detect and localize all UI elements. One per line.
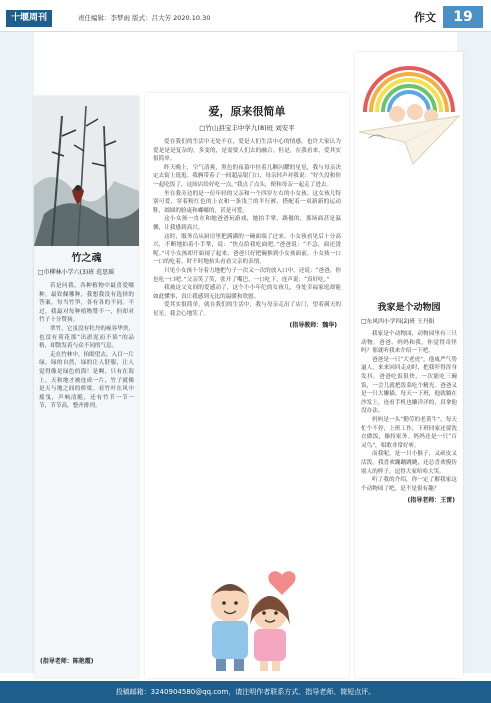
middle-article [145, 93, 349, 678]
paragraph: 只见小女孩十分着力地把勺子一次又一次的放入口中，还说：“爸爸，你也吃一口吧。”父亲笑了笑，张开了嘴巴，一口吃下，连声说：“真好吃。” [153, 267, 341, 283]
paragraph: 走在竹林中，抬眼望去，入目一片绿，绿的自然，绿的让人舒服，让人觉得像是绿色的海！是啊，只有在海上，天和地才被连成一片，竹子就像是天与地之间的桥梁。看竹叶在风中摇曳，声响清脆，还有竹节一节一节，节节高，整齐排列。 [39, 351, 134, 410]
paragraph: 而我呢，是一只小猴子，又顽皮又活泼。我喜欢蹦蹦跳跳，还总喜欢模仿别人的样子，逗得大家哈哈大笑。 [361, 451, 457, 475]
paragraph: 这时，服务员从厨房里把满满的一碗面端了过来。小女孩看见后十分高兴，不断地拍着小手掌，说：“快点给我吃面吧。”爸爸说：“不急，面还烫呢。”可小女孩却开始闹了起来，爸爸只好把碗推到小女孩面前。小女孩一口一口的吃着，时不时地抬头看看父亲的表情。 [153, 233, 341, 266]
submission-footer: 投稿邮箱：3240904580@qq.com，请注明作者联系方式、指导老师、简短点评。 [0, 681, 491, 703]
header-divider [0, 31, 491, 32]
editor-meta: 责任编辑：李梦雨 版式：吕大芳 2020.10.30 [78, 14, 211, 22]
section-title: 作文 [414, 11, 436, 24]
article-author: □竹山县宝丰中学九(8)班 刘安平 [199, 124, 295, 132]
paragraph: 听了我的介绍，你一定了解我家这个动物园了吧，是不是很有趣？ [361, 477, 457, 492]
teacher-credit: (指导老师：王雷) [407, 497, 455, 505]
newspaper-brand: 十堰周刊 [6, 10, 52, 27]
paragraph: 若是问我，各种植物中最喜爱哪种，最钦佩哪种，我想我没有选择的答案。每当竹笋，各有各的不同。不过，我最对每种植物赞不一，但却对竹子十分赞扬。 [39, 283, 134, 324]
teacher-credit: (指导教师：魏华) [289, 322, 337, 330]
left-side-band [0, 32, 34, 673]
paragraph: 爱其实很简单，就在我们的生活中，我与母亲走出了店门，望着满天的星星，我会心地笑了。 [153, 302, 341, 317]
family-illustration [172, 563, 322, 673]
teacher-credit: (指导老师：陈艳霞) [40, 658, 94, 665]
article-title: 我家是个动物园 [377, 303, 441, 313]
article-body [34, 282, 139, 411]
article-title: 爱，原来很简单 [208, 105, 286, 118]
right-article [355, 52, 463, 678]
paragraph: 爱在我们的生活中无处不在，爱是人们生活中心的情感，也许大家认为爱是是是复杂的，多变的，是需要人们去的融合。但是，在我看来，爱其实很简单。 [153, 139, 341, 163]
paragraph: 昨天晚上，空气清爽，黑色的夜幕中挂着几颗闪耀的星星，我与母亲决定去街上逛逛。我俩带着了一间超品银门口，母亲轻声对我说：“好久没和你一起吃饭了，这间店给好吃一点。”我点了点头，便和母亲一起走了进去。 [153, 164, 341, 188]
paper-plane-kids-illustration [355, 52, 463, 182]
ink-bamboo-illustration [34, 96, 139, 246]
article-author: □东风四小学四(2)班 王丹阳 [361, 319, 435, 325]
article-body [145, 138, 349, 318]
article-author: □市柳林小学六(3)班 范思瑶 [38, 269, 115, 276]
paragraph: 这小女孩一直在和她爸爸玩游戏，她拍手掌，踢毽的，那场面甚是温馨，让我感到高兴。 [153, 216, 341, 231]
paragraph: 翠竹，它虽没有牡丹的雍容华贵，也没有荷花那“出淤泥而不染”的品格，却散发着与众不同的气息。 [39, 325, 134, 350]
paragraph: 我家是个动物园，动物园里有三只动物。爸爸、妈妈和我，你觉得奇怪吗？那就听我来介绍一下吧。 [361, 331, 457, 355]
article-body [355, 330, 463, 493]
article-title: 竹之魂 [71, 253, 102, 264]
paragraph: 爸爸是一只“大老虎”，他威严气势逼人，来来回回走动时，把我吓得浑身发抖。爸爸吃饭很快，一次能吃三碗饭，一会儿就把饭菜吃个精光。爸爸又是一只大懒猫，每天一下班，他就躺在沙发上，连看手机也懒洋洋的，真拿他没办法。 [361, 356, 457, 415]
paragraph: 坐在我旁边的是一位年轻的父亲和一个四岁左右的小女孩。这女孩儿特别可爱，穿着粉红色的上衣和一条浅兰的半行裤，搭配着一双新新的运动鞋，圆圆的脸庞和嘟嘟的，甚是可爱。 [153, 190, 341, 214]
page-number: 19 [443, 6, 483, 28]
paragraph: 我被这父女间的爱感动了，这个小小年纪的女孩儿，身处幸福家庭却能如此懂事，真让我感到无比的温暖和欣慰。 [153, 285, 341, 300]
paragraph: 妈妈是一头“勤劳的老黄牛”，每天忙个不停，上班工作，下班回家还要洗衣做饭，操持家务。妈妈还是一只“百灵鸟”，唱歌非常好听。 [361, 416, 457, 449]
left-article [34, 96, 139, 678]
